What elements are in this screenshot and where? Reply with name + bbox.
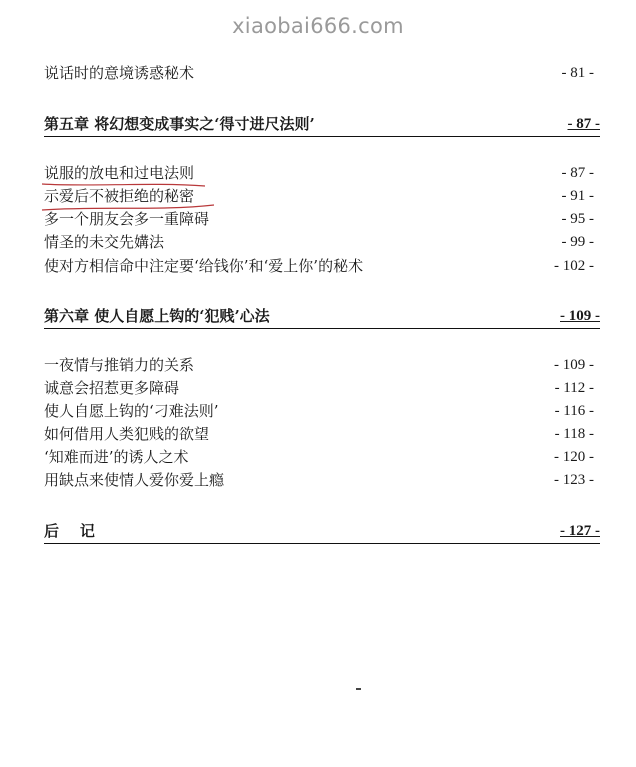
toc-entry-title: 使人自愿上钩的‘刁难法则’ <box>44 402 219 420</box>
toc-entry-page: - 102 - <box>554 258 594 274</box>
toc-entry-title: 示爱后不被拒绝的秘密 <box>44 187 195 205</box>
toc-entry-title: 多一个朋友会多一重障碍 <box>44 210 210 228</box>
toc-entry-title: 如何借用人类犯贱的欲望 <box>44 425 210 443</box>
toc-entry-title: 诚意会招惹更多障碍 <box>44 379 180 397</box>
chapter-title: 第五章 将幻想变成事实之‘得寸进尺法则’ <box>44 115 315 133</box>
toc-entry-page: - 116 - <box>554 403 594 419</box>
watermark-text: xiaobai666.com <box>232 14 404 38</box>
red-underline-2 <box>42 205 214 210</box>
toc-entry-title: 说服的放电和过电法则 <box>44 164 195 182</box>
red-underline-1 <box>42 184 205 186</box>
toc-entry-page: - 118 - <box>554 426 594 442</box>
toc-entry-page: - 87 - <box>561 165 594 181</box>
toc-entry-page: - 81 - <box>561 65 594 81</box>
toc-entry-title: 使对方相信命中注定要‘给钱你’和‘爱上你’的秘术 <box>44 257 364 275</box>
toc-entry-page: - 99 - <box>561 234 594 250</box>
toc-entry-page: - 123 - <box>554 472 594 488</box>
toc-entry-title: 情圣的未交先媾法 <box>44 233 165 251</box>
afterword-title: 后 记 <box>44 522 95 540</box>
toc-entry-page: - 109 - <box>554 357 594 373</box>
toc-entry-title: 说话时的意境诱惑秘术 <box>44 64 195 82</box>
chapter-page: - 87 - <box>567 116 600 132</box>
chapter-title: 第六章 使人自愿上钩的‘犯贱’心法 <box>44 307 270 325</box>
toc-entry-page: - 95 - <box>561 211 594 227</box>
afterword-page: - 127 - <box>560 523 600 539</box>
toc-entry-page: - 112 - <box>554 380 594 396</box>
toc-entry-title: 一夜情与推销力的关系 <box>44 356 195 374</box>
stray-mark <box>356 688 361 690</box>
toc-entry-title: ‘知难而进’的诱人之术 <box>44 448 189 466</box>
toc-entry-page: - 120 - <box>554 449 594 465</box>
chapter-page: - 109 - <box>560 308 600 324</box>
toc-entry-page: - 91 - <box>561 188 594 204</box>
toc-entry-title: 用缺点来使情人爱你爱上瘾 <box>44 471 225 489</box>
